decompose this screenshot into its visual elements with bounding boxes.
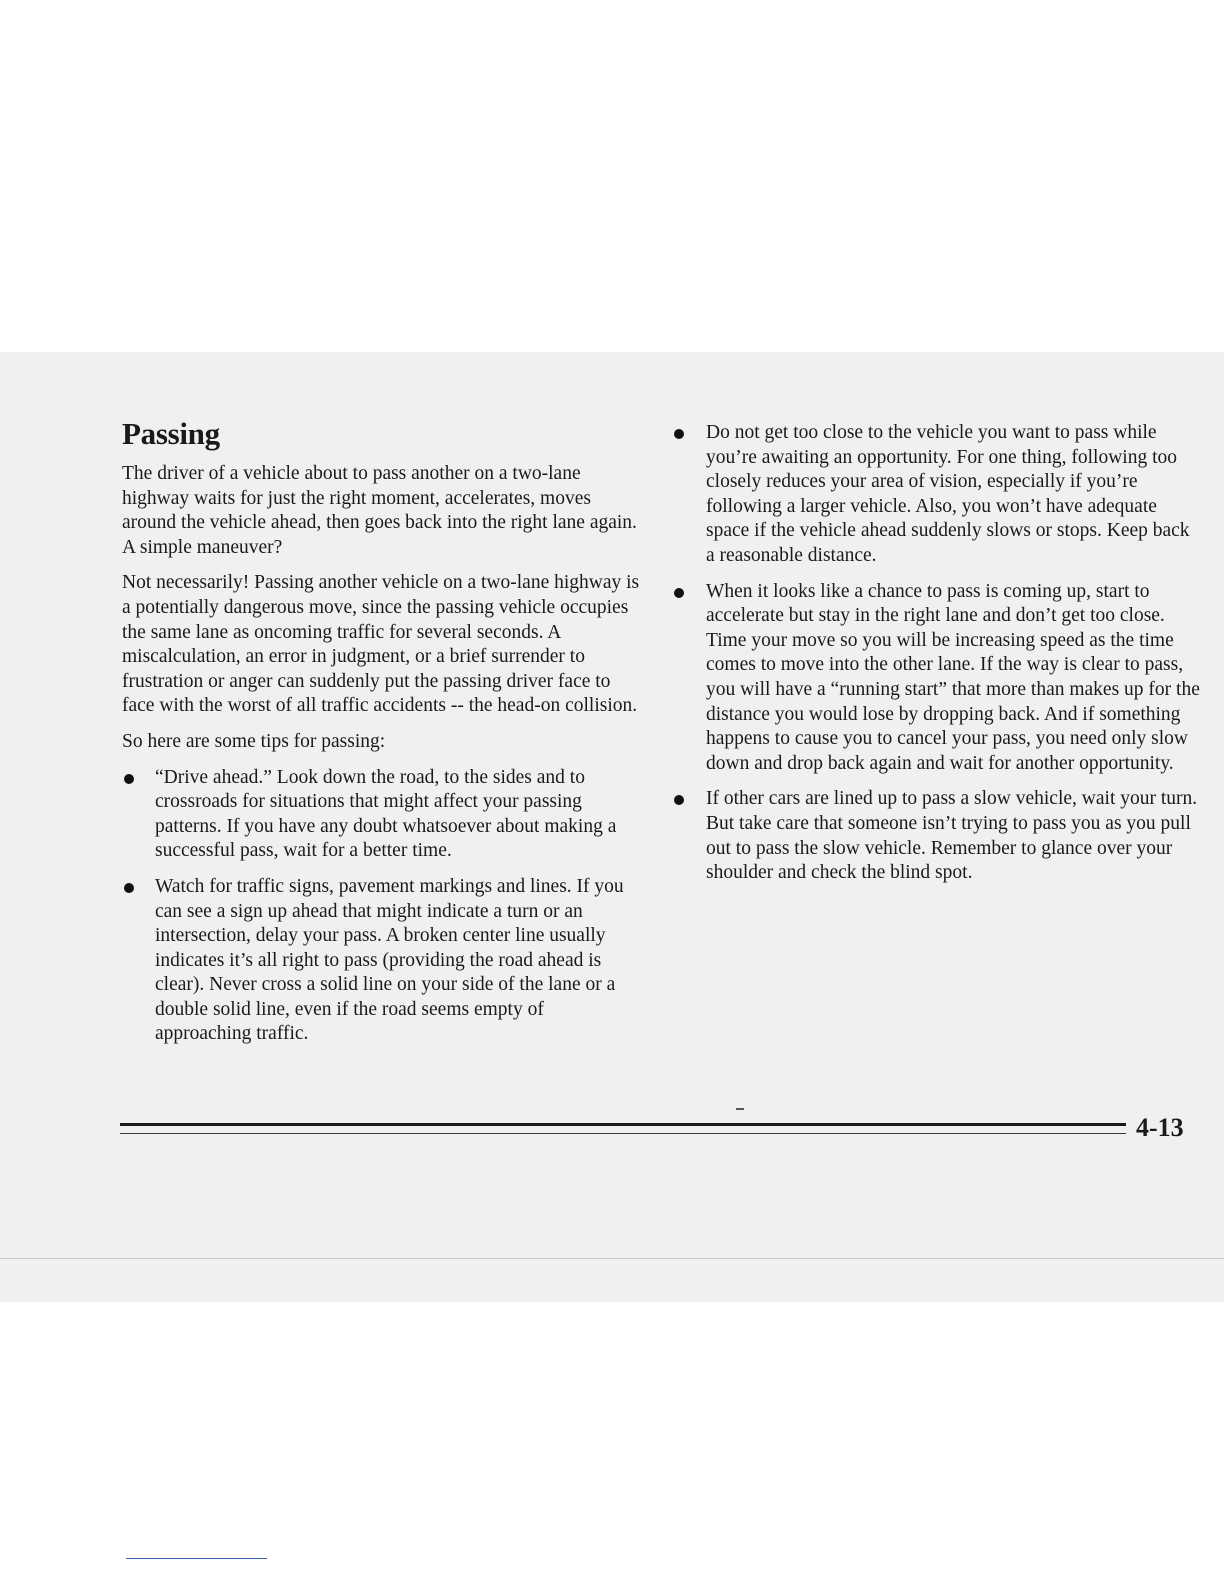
list-item-text: If other cars are lined up to pass a slow vehicle, wait your turn. But take care that someone isn’t trying to pass you as you pull out to pass the slow vehicle. Remember to glance over your shoulder and check the blind spot. bbox=[706, 788, 1198, 884]
list-item-text: When it looks like a chance to pass is coming up, start to accelerate but stay in the right lane and don’t get too close. Time your move so you will be increasing speed as the time comes to move into the other lane. If the way is clear to pass, you will have a “running start” that more than makes up for the distance you would lose by dropping back. And if something happens to cause you to cancel your pass, you need only slow down and drop back again and wait for another opportunity. bbox=[706, 580, 1200, 774]
bullet-icon bbox=[124, 774, 134, 784]
list-item bbox=[672, 787, 1202, 885]
list-item bbox=[122, 875, 642, 1047]
list-item bbox=[672, 421, 1202, 569]
section-title: Passing bbox=[122, 416, 220, 451]
intro-paragraph: The driver of a vehicle about to pass another on a two-lane highway waits for just the right moment, accelerates, moves around the vehicle ahead, then goes back into the right lane again. A simple maneuver? bbox=[122, 463, 637, 558]
footer-rule-thin bbox=[120, 1133, 1126, 1134]
footer-rule bbox=[120, 1123, 1126, 1126]
list-item bbox=[122, 766, 642, 864]
list-item bbox=[672, 580, 1202, 777]
left-column bbox=[122, 416, 642, 1058]
bullet-icon bbox=[674, 588, 684, 598]
tips-lead-in: So here are some tips for passing: bbox=[122, 730, 386, 752]
right-tips-list bbox=[672, 421, 1202, 886]
scan-speck bbox=[736, 1108, 744, 1110]
list-item-text: “Drive ahead.” Look down the road, to the sides and to crossroads for situations that might affect your passing patterns. If you have any doubt whatsoever about making a successful pass, wait for a better time. bbox=[155, 766, 617, 862]
bullet-icon bbox=[674, 429, 684, 439]
warning-paragraph: Not necessarily! Passing another vehicle on a two-lane highway is a potentially dangerous move, since the passing vehicle occupies the same lane as oncoming traffic for several seconds. A miscalculation, an error in judgment, or a brief surrender to frustration or anger can suddenly put the passing driver face to face with the worst of all traffic accidents -- the head-on collision. bbox=[122, 572, 640, 717]
bullet-icon bbox=[124, 883, 134, 893]
list-item-text: Watch for traffic signs, pavement markings and lines. If you can see a sign up ahead that might indicate a turn or an intersection, delay your pass. A broken center line usually indicates it’s all right to pass (providing the road ahead is clear). Never cross a solid line on your side of the lane or a double solid line, even if the road seems empty of approaching traffic. bbox=[155, 875, 624, 1045]
page-number: 4-13 bbox=[1136, 1113, 1184, 1142]
right-column bbox=[672, 421, 1202, 897]
left-tips-list bbox=[122, 766, 642, 1048]
bottom-underline bbox=[126, 1558, 267, 1559]
bullet-icon bbox=[674, 795, 684, 805]
scan-edge-line bbox=[0, 1258, 1224, 1259]
list-item-text: Do not get too close to the vehicle you want to pass while you’re awaiting an opportunity. For one thing, following too closely reduces your area of vision, especially if you’re following a larger vehicle. Also, you won’t have adequate space if the vehicle ahead suddenly slows or stops. Keep back a reasonable distance. bbox=[706, 422, 1190, 566]
